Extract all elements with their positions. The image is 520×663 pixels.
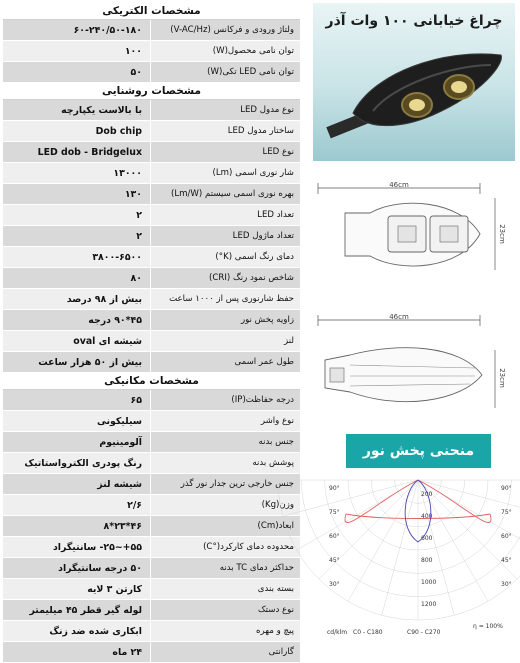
spec-label: جنس بدنه (150, 432, 300, 452)
top-height-label: 23cm (498, 224, 506, 244)
spec-value: ۵۰ (130, 67, 142, 78)
light-distribution-card (323, 434, 513, 638)
spec-row (3, 642, 300, 663)
grid-ray (418, 480, 517, 579)
spec-value: ۲ (136, 231, 142, 242)
spec-row (3, 621, 300, 642)
efficiency-label: η = 100% (473, 623, 503, 630)
spec-label: ابعاد(Cm) (150, 516, 300, 536)
radius-label: 200 (421, 491, 433, 498)
spec-label: نوع واشر (150, 411, 300, 431)
legend-c0: C0 - C180 (353, 629, 383, 636)
angle-label: 60° (501, 533, 512, 540)
spec-value: آلومینیوم (99, 437, 142, 448)
spec-label: ولتاژ ورودی و فرکانس (V-AC/Hz) (150, 20, 300, 40)
section-header: مشخصات روشنایی (3, 83, 300, 100)
spec-label: بسته بندی (150, 579, 300, 599)
spec-label: پوشش بدنه (150, 453, 300, 473)
angle-label: 45° (329, 557, 340, 564)
spec-label: زاویه پخش نور (150, 310, 300, 330)
section-header: مشخصات مکانیکی (3, 373, 300, 390)
spec-row (3, 268, 300, 289)
angle-label: 60° (329, 533, 340, 540)
spec-row (3, 432, 300, 453)
spec-label: بهره نوری اسمی سیستم (Lm/W) (150, 184, 300, 204)
spec-row (3, 495, 300, 516)
spec-label: طول عمر اسمی (150, 352, 300, 372)
grid-ray (418, 480, 454, 615)
spec-value: رنگ پودری الکترواستاتیک (24, 458, 142, 469)
spec-label: نوع مدول LED (150, 100, 300, 120)
spec-value: ۴۶*۲۳*۸ (103, 521, 142, 532)
spec-value: ۲۴ ماه (112, 647, 142, 658)
spec-row (3, 600, 300, 621)
angle-label: 30° (329, 581, 340, 588)
side-view-drawing (310, 310, 515, 420)
spec-label: نوع دستک (150, 600, 300, 620)
spec-label: نوع LED (150, 142, 300, 162)
angle-label: 90° (329, 485, 340, 492)
spec-label: توان نامی LED تکی(W) (150, 62, 300, 82)
spec-value: ۲ (136, 210, 142, 221)
side-height-label: 23cm (498, 368, 506, 388)
spec-value: ۵۵+~۲۵- سانتیگراد (52, 542, 142, 553)
street-light-photo (313, 3, 515, 161)
spec-label: محدوده دمای کارکرد(°C) (150, 537, 300, 557)
spec-label: پیچ و مهره (150, 621, 300, 641)
spec-label: دمای رنگ اسمی (K°) (150, 247, 300, 267)
spec-value: LED dob - Bridgelux (37, 147, 142, 158)
spec-label: تعداد ماژول LED (150, 226, 300, 246)
spec-value: بیش از ۹۸ درصد (66, 294, 142, 305)
angle-label: 90° (501, 485, 512, 492)
spec-value: ۸۰ (130, 273, 142, 284)
spec-label: حداکثر دمای TC بدنه (150, 558, 300, 578)
top-width-label: 46cm (389, 181, 409, 189)
angle-label: 75° (329, 509, 340, 516)
spec-row (3, 453, 300, 474)
spec-row (3, 310, 300, 331)
spec-row (3, 163, 300, 184)
spec-value: با بالاست یکپارچه (61, 105, 142, 116)
spec-value: ۶۰-۲۴۰/۵۰-۱۸۰ (73, 25, 142, 36)
spec-value: بیش از ۵۰ هزار ساعت (38, 357, 142, 368)
grid-ray (283, 480, 418, 516)
spec-row (3, 247, 300, 268)
spec-value: ۶۵ (130, 395, 142, 406)
polar-chart (323, 468, 513, 638)
spec-row (3, 352, 300, 373)
spec-label: لنز (150, 331, 300, 351)
spec-row (3, 226, 300, 247)
spec-row (3, 411, 300, 432)
product-photo-panel (313, 3, 515, 161)
spec-label: شاخص نمود رنگ (CRI) (150, 268, 300, 288)
spec-row (3, 474, 300, 495)
product-title: چراغ خیابانی ۱۰۰ وات آذر (325, 13, 503, 29)
radius-label: 400 (421, 513, 433, 520)
spec-label: شار نوری اسمی (Lm) (150, 163, 300, 183)
spec-value: لوله گیر قطر ۴۵ میلیمتر (29, 605, 142, 616)
spec-value: شیشه ای oval (73, 336, 142, 347)
spec-value: ۱۰۰ (124, 46, 142, 57)
spec-row (3, 184, 300, 205)
spec-row (3, 289, 300, 310)
curve-unit-label: cd/klm (327, 629, 348, 636)
spec-value: ۱۳۰۰۰ (113, 168, 142, 179)
radius-label: 1000 (421, 579, 437, 586)
radius-label: 800 (421, 557, 433, 564)
spec-row (3, 579, 300, 600)
spec-row (3, 537, 300, 558)
radius-label: 1200 (421, 601, 437, 608)
spec-value: ۱۳۰ (124, 189, 142, 200)
grid-ray (382, 480, 418, 615)
spec-label: حفظ شارنوری پس از ۱۰۰۰ ساعت (150, 289, 300, 309)
spec-table (3, 3, 300, 663)
spec-value: کارتن ۳ لایه (87, 584, 142, 595)
spec-row (3, 516, 300, 537)
angle-label: 45° (501, 557, 512, 564)
top-view-drawing (310, 178, 515, 278)
grid-ray (319, 480, 418, 579)
spec-label: گارانتی (150, 642, 300, 662)
angle-label: 30° (501, 581, 512, 588)
angle-label: 75° (501, 509, 512, 516)
spec-label: توان نامی محصول(W) (150, 41, 300, 61)
spec-row (3, 390, 300, 411)
spec-label: جنس خارجی ترین جدار نور گذر (150, 474, 300, 494)
spec-value: ۵۰ درجه سانتیگراد (58, 563, 142, 574)
spec-row (3, 41, 300, 62)
spec-label: وزن(Kg) (150, 495, 300, 515)
spec-value: شیشه لنز (97, 479, 142, 490)
spec-label: ساختار مدول LED (150, 121, 300, 141)
spec-value: سیلیکونی (96, 416, 142, 427)
radius-label: 600 (421, 535, 433, 542)
spec-row (3, 20, 300, 41)
side-width-label: 46cm (389, 313, 409, 321)
spec-value: Dob chip (95, 126, 142, 137)
spec-label: درجه حفاظت(IP) (150, 390, 300, 410)
spec-value: ابکاری شده ضد زنگ (49, 626, 142, 637)
spec-label: تعداد LED (150, 205, 300, 225)
spec-row (3, 558, 300, 579)
spec-value: ۴۵*۹۰ درجه (88, 315, 142, 326)
spec-row (3, 121, 300, 142)
spec-value: ۳۸۰۰-۶۵۰۰ (92, 252, 142, 263)
spec-value: ۲/۶ (127, 500, 142, 511)
section-header: مشخصات الکتریکی (3, 3, 300, 20)
spec-row (3, 62, 300, 83)
legend-c90: C90 - C270 (407, 629, 441, 636)
spec-row (3, 100, 300, 121)
spec-row (3, 142, 300, 163)
spec-row (3, 331, 300, 352)
spec-row (3, 205, 300, 226)
curve-title: منحنی پخش نور (346, 434, 491, 468)
